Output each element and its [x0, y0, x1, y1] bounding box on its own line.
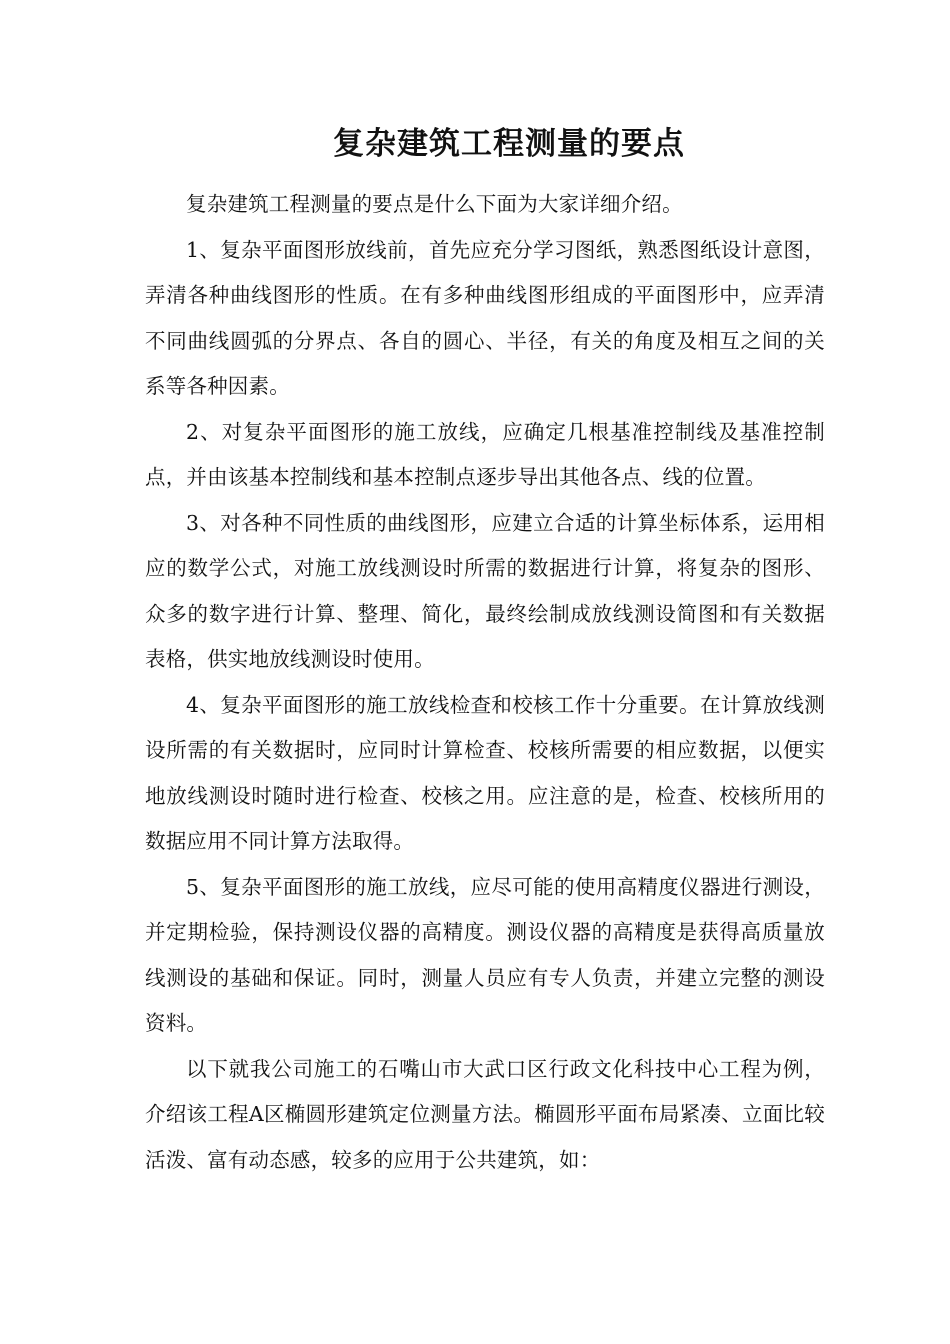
paragraph-point-3: 3、对各种不同性质的曲线图形，应建立合适的计算坐标体系，运用相应的数学公式，对施工放线测设时所需的数据进行计算，将复杂的图形、众多的数字进行计算、整理、简化，最终绘制成放线测设简图和有关数据表格，供实地放线测设时使用。 [145, 510, 825, 671]
document-body [145, 182, 825, 1183]
paragraph-point-2: 2、对复杂平面图形的施工放线，应确定几根基准控制线及基准控制点，并由该基本控制线和基本控制点逐步导出其他各点、线的位置。 [145, 419, 825, 489]
paragraph-point-4: 4、复杂平面图形的施工放线检查和校核工作十分重要。在计算放线测设所需的有关数据时，应同时计算检查、校核所需要的相应数据，以便实地放线测设时随时进行检查、校核之用。应注意的是，检查、校核所用的数据应用不同计算方法取得。 [145, 692, 825, 853]
document-title: 复杂建筑工程测量的要点 [333, 126, 685, 162]
paragraph-point-5: 5、复杂平面图形的施工放线，应尽可能的使用高精度仪器进行测设，并定期检验，保持测设仪器的高精度。测设仪器的高精度是获得高质量放线测设的基础和保证。同时，测量人员应有专人负责，并建立完整的测设资料。 [145, 874, 825, 1035]
paragraph-point-1: 1、复杂平面图形放线前，首先应充分学习图纸，熟悉图纸设计意图，弄清各种曲线图形的性质。在有多种曲线图形组成的平面图形中，应弄清不同曲线圆弧的分界点、各自的圆心、半径，有关的角度及相互之间的关系等各种因素。 [145, 237, 825, 398]
paragraph-example: 以下就我公司施工的石嘴山市大武口区行政文化科技中心工程为例，介绍该工程A区椭圆形建筑定位测量方法。椭圆形平面布局紧凑、立面比较活泼、富有动态感，较多的应用于公共建筑，如： [145, 1056, 825, 1172]
paragraph-intro: 复杂建筑工程测量的要点是什么下面为大家详细介绍。 [186, 192, 683, 216]
